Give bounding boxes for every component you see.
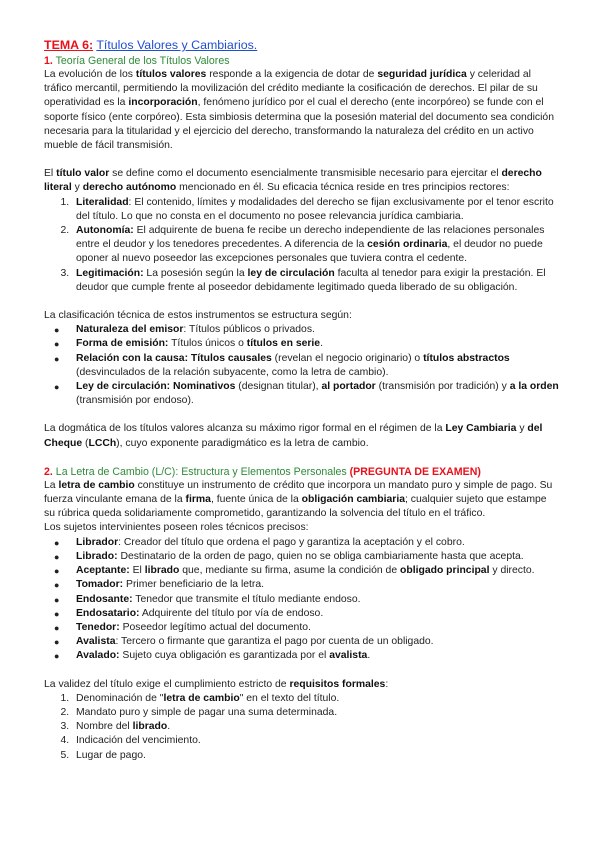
bold-term: a la orden [509,381,559,393]
bold-term: Forma de emisión: [76,338,169,350]
bold-term: Ley de circulación: Nominativos [76,381,236,393]
requirements-list [44,692,560,763]
subject-item: ● Tenedor: Poseedor legítimo actual del documento. [72,621,560,635]
classification-item: ● Forma de emisión: Títulos únicos o títulos en serie. [72,337,560,351]
bold-term: letra de cambio [58,479,135,491]
bold-term: Literalidad [76,196,129,208]
section-1-title: Teoría General de los Títulos Valores [55,55,230,67]
bold-term: Endosatario: [76,607,140,619]
classification-item: ● Naturaleza del emisor: Títulos públicos o privados. [72,323,560,337]
bold-term: cesión ordinaria [367,239,448,251]
bold-term: incorporación [128,97,198,109]
section-1-paragraph-2: El título valor se define como el documento esencialmente transmisible necesario para ejercitar el derecho literal y derecho autónomo mencionado en él. Su eficacia técnica reside en tres principios rectores: [44,168,542,194]
section-2-paragraph-2: Los sujetos intervinientes poseen roles técnicos precisos: [44,522,309,534]
subject-item: ● Avalado: Sujeto cuya obligación es garantizada por el avalista. [72,649,560,663]
section-1-paragraph-4: La dogmática de los títulos valores alcanza su máximo rigor formal en el régimen de la Ley Cambiaria y del Cheque (LCCh), cuyo exponente paradigmático es la letra de cambio. [44,423,543,449]
subject-item: ● Aceptante: El librado que, mediante su firma, asume la condición de obligado principal y directo. [72,564,560,578]
bold-term: librado [144,565,180,577]
bold-term: derecho literal [44,168,542,194]
section-1-number: 1. [44,55,53,67]
bold-term: Legitimación: [76,267,144,279]
subject-item: ● Librador: Creador del título que ordena el pago y garantiza la aceptación y el cobro. [72,536,560,550]
bold-term: letra de cambio [163,692,240,704]
principle-item: 2. Autonomía: El adquirente de buena fe recibe un derecho independiente de las relaciones personales entre el deudor y los tenedores precedentes. A diferencia de la cesión ordinaria, el deudor no puede oponer al nuevo poseedor las excepciones personales que tuviera contra el cedente. [72,224,560,267]
section-2-number: 2. [44,465,53,478]
bold-term: al portador [321,381,376,393]
section-1-paragraph-1: La evolución de los títulos valores responde a la exigencia de dotar de seguridad jurídica y celeridad al tráfico mercantil, permitiendo la movilización del crédito mediante la cosificación de derechos. El pilar de su operatividad es la incorporación, fenómeno jurídico por el cual el derecho (ente incorpóreo) se funde con el soporte físico (ente corpóreo). Esta simbiosis determina que la posesión material del documento sea condición necesaria para la titularidad y el ejercicio del derecho, transformando la naturaleza del crédito en un activo mueble de fácil transmisión. [44,69,554,152]
subjects-list [44,536,560,664]
bold-term: Naturaleza del emisor [76,324,184,336]
requirement-item: 3. Nombre del librado. [72,720,560,734]
bold-term: librado [132,721,168,733]
bold-term: obligación cambiaria [301,494,406,506]
bold-term: títulos abstractos [423,352,510,364]
bold-term: del Cheque [44,423,543,449]
bold-term: Librador [76,536,119,548]
requirement-item: 5. Lugar de pago. [72,749,560,763]
requirement-item: 2. Mandato puro y simple de pagar una suma determinada. [72,706,560,720]
requirement-item: 4. Indicación del vencimiento. [72,734,560,748]
section-1-heading [44,54,560,68]
bold-term: título valor [56,168,110,180]
bold-term: Ley Cambiaria [445,423,517,435]
requirement-item: 1. Denominación de "letra de cambio" en el texto del título. [72,692,560,706]
bold-term: Avalado: [76,650,120,662]
principle-item: 3. Legitimación: La posesión según la ley de circulación faculta al tenedor para exigir la prestación. El deudor que cumple frente al poseedor debidamente legitimado queda liberado de su obligación. [72,267,560,295]
classification-item: ● Ley de circulación: Nominativos (designan titular), al portador (transmisión por tradición) y a la orden (transmisión por endoso). [72,380,560,408]
bold-term: Tomador: [76,579,124,591]
classification-item: ● Relación con la causa: Títulos causales (revelan el negocio originario) o títulos abstractos (desvinculados de la relación subyacente, como la letra de cambio). [72,352,560,380]
exam-question-label: (PREGUNTA DE EXAMEN) [349,465,481,478]
bold-term: Autonomía: [76,225,134,237]
bold-term: ley de circulación [247,267,335,279]
bold-term: firma [185,494,211,506]
bold-term: Librado: [76,550,118,562]
subject-item: ● Avalista: Tercero o firmante que garantiza el pago por cuenta de un obligado. [72,635,560,649]
bold-term: Tenedor: [76,621,120,633]
bold-term: Aceptante: [76,565,130,577]
principles-list [44,196,560,295]
bold-term: LCCh [88,437,117,449]
section-2-paragraph-1: La letra de cambio constituye un instrumento de crédito que incorpora un mandato puro y simple de pago. Su fuerza vinculante emana de la firma, fuente única de la obligación cambiaria; cualquier sujeto que estampe su rúbrica queda solidariamente comprometido, garantizando la solvencia del título en el tráfico. [44,479,553,520]
subject-item: ● Endosatario: Adquirente del título por vía de endoso. [72,607,560,621]
principle-item: 1. Literalidad: El contenido, límites y modalidades del derecho se fijan exclusivamente por el tenor escrito del título. Lo que no consta en el documento no posee relevancia jurídica cambiaria. [72,196,560,224]
classification-list [44,323,560,408]
subject-item: ● Endosante: Tenedor que transmite el título mediante endoso. [72,593,560,607]
page-title [44,37,560,53]
subject-item: ● Librado: Destinatario de la orden de pago, quien no se obliga cambiariamente hasta que acepta. [72,550,560,564]
section-1-paragraph-3: La clasificación técnica de estos instrumentos se estructura según: [44,310,352,322]
bold-term: Relación con la causa: Títulos causales [76,352,272,364]
tema-topic: Títulos Valores y Cambiarios. [96,38,258,52]
bold-term: obligado principal [400,565,490,577]
bold-term: avalista [329,650,368,662]
section-2-paragraph-3: La validez del título exige el cumplimiento estricto de requisitos formales: [44,678,389,690]
bold-term: títulos en serie [246,338,321,350]
bold-term: títulos valores [135,69,207,80]
bold-term: Endosante: [76,593,133,605]
section-2-title: La Letra de Cambio (L/C): Estructura y Elementos Personales [55,465,347,478]
bold-term: seguridad jurídica [377,69,467,80]
bold-term: requisitos formales [289,678,386,690]
section-2-heading [44,465,560,479]
bold-term: derecho autónomo [82,182,177,194]
tema-label: TEMA 6: [44,38,94,52]
bold-term: Avalista [76,636,116,648]
subject-item: ● Tomador: Primer beneficiario de la letra. [72,578,560,592]
